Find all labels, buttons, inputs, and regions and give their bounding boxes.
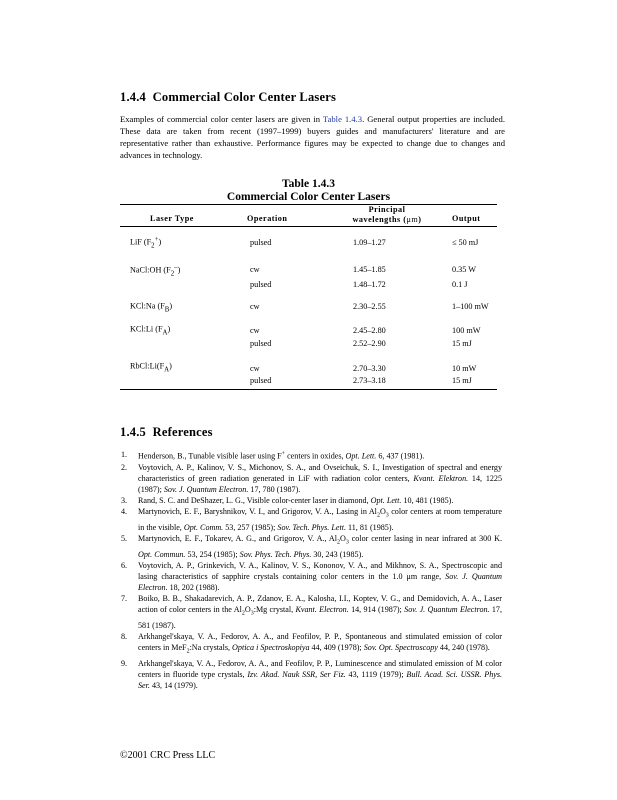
copyright-footer: ©2001 CRC Press LLC [120, 750, 216, 761]
header-wavelength-line2: wavelengths (μm) [352, 215, 422, 224]
output-cell: 15 mJ [452, 376, 472, 385]
table-link[interactable]: Table 1.4.3 [322, 114, 363, 124]
reference-text: O [379, 507, 386, 517]
journal-name: Opt. Lett. [370, 496, 402, 506]
wavelength-cell: 2.30–2.55 [353, 302, 386, 311]
reference-text: :Mg crystal, [253, 605, 296, 615]
reference-item [121, 506, 502, 533]
reference-text: 6, 437 (1981). [376, 451, 425, 461]
section-title: Commercial Color Center Lasers [152, 90, 337, 104]
reference-text: O [339, 533, 346, 543]
operation-cell: cw [250, 265, 260, 274]
reference-text: 43, 14 (1979). [149, 680, 198, 690]
journal-name: Optica i Spectroskopiya [232, 643, 310, 653]
reference-number: 4. [121, 507, 128, 517]
reference-text: centers in oxides, [285, 451, 346, 461]
laser-type-cell: LiF $(F_2^+)$ [130, 236, 162, 250]
superscript: + [281, 451, 286, 457]
output-cell: ≤ 50 mJ [452, 238, 479, 247]
header-operation: Operation [247, 214, 288, 223]
reference-text: 53, 257 (1985); [223, 522, 278, 532]
reference-number: 5. [121, 533, 128, 543]
subscript: 2 [336, 539, 340, 546]
table-top-rule [120, 204, 497, 205]
reference-item [121, 462, 502, 495]
journal-name: Izv. Akad. Nauk SSR, Ser Fiz. [247, 669, 346, 679]
reference-text: 53, 254 (1985); [185, 549, 240, 559]
reference-text: Henderson, B., Tunable visible laser using F [138, 451, 282, 461]
table-number: Table 1.4.3 [282, 178, 335, 190]
reference-item [121, 449, 502, 462]
subscript: 2 [376, 512, 380, 519]
subscript: 3 [385, 512, 389, 519]
section-title: References [152, 425, 213, 439]
section-heading-commercial-lasers [120, 90, 336, 105]
reference-text: 18, 202 (1988). [167, 582, 220, 592]
wavelength-cell: 2.70–3.30 [353, 364, 386, 373]
journal-name: Opt. Comm. [183, 522, 224, 532]
wavelength-cell: 1.45–1.85 [353, 265, 386, 274]
wavelength-cell: 2.45–2.80 [353, 326, 386, 335]
wavelength-cell: 1.09–1.27 [353, 238, 386, 247]
reference-list [121, 449, 502, 691]
laser-type-cell: $RbCl:Li(F_A)$ [130, 361, 172, 374]
reference-text: Voytovich, A. P., Grinkevich, V. A., Kalinov, V. S., Kononov, V. A., and Mikhnov, S. A., Spectroscopic and lasing characteristics of sapphire crystals containing color centers in the 1.0 μm range, [138, 560, 502, 581]
reference-item [121, 631, 502, 658]
subscript: 2 [241, 610, 245, 617]
reference-item [121, 495, 502, 506]
reference-text: O [244, 605, 251, 615]
wavelength-cell: 2.73–3.18 [353, 376, 386, 385]
reference-text: 10, 481 (1985). [401, 496, 454, 506]
operation-cell: cw [250, 364, 260, 373]
laser-type-cell: NaCl:OH $(F_2^-)$ [130, 264, 181, 278]
wavelength-cell: 1.48–1.72 [353, 280, 386, 289]
reference-number: 2. [121, 462, 128, 472]
reference-text: Arkhangel'skaya, V. A., Fedorov, A. A., and Feofilov, P. P., Spontaneous and stimulated emission of color centers in MeF [138, 631, 502, 653]
reference-text: :Na crystals, [189, 643, 233, 653]
reference-text: 11, 81 (1985). [345, 522, 394, 532]
operation-cell: pulsed [250, 238, 272, 247]
reference-item [121, 533, 502, 560]
reference-text: Martynovich, E. F., Baryshnikov, V. I., and Grigorov, V. A., Lasing in Al [138, 507, 377, 517]
intro-paragraph [120, 113, 505, 161]
output-cell: 0.35 W [452, 265, 476, 274]
reference-item [121, 560, 502, 593]
output-cell: 10 mW [452, 364, 477, 373]
reference-number: 7. [121, 594, 128, 604]
reference-text: 30, 243 (1985). [311, 549, 364, 559]
section-number: 1.4.4 [120, 90, 146, 104]
output-cell: 0.1 J [452, 280, 468, 289]
operation-cell: pulsed [250, 280, 272, 289]
subscript: 3 [250, 610, 254, 617]
reference-text: color centers at room temperature in the visible, [138, 507, 502, 532]
output-cell: 15 mJ [452, 339, 472, 348]
reference-item [121, 658, 502, 691]
reference-number: 3. [121, 496, 128, 506]
journal-name: Sov. J. Quantum Electron. [163, 484, 249, 494]
reference-number: 8. [121, 631, 128, 641]
header-wavelength-line1: Principal [368, 205, 406, 214]
reference-text: 44, 409 (1978); [309, 643, 364, 653]
reference-text: 17, 780 (1987). [248, 484, 301, 494]
reference-number: 6. [121, 560, 128, 570]
reference-text: 14, 1225 (1987); [138, 473, 503, 494]
reference-text: Martynovich, E. F., Tokarev, A. G., and Grigorov, V. A., Al [138, 533, 337, 543]
reference-text: 44, 240 (1978). [437, 643, 490, 653]
header-output: Output [452, 214, 481, 223]
operation-cell: pulsed [250, 339, 272, 348]
table-caption: Commercial Color Center Lasers [226, 191, 391, 203]
reference-text: Voytovich, A. P., Kalinov, V. S., Michonov, S. A., and Ovseichuk, S. I., Investigation of spectral and energy characteristics of green radiation generated in LiF with radiation color centers, [138, 462, 502, 483]
reference-text: color center lasing in near infrared at 300 K. [348, 533, 502, 543]
reference-text: Arkhangel'skaya, V. A., Fedorov, A. A., and Feofilov, P. P., Luminescence and stimulated emission of M color centers in fluoride type crystals, [138, 658, 502, 679]
reference-text: 14, 914 (1987); [348, 605, 405, 615]
table-bottom-rule [120, 389, 497, 390]
laser-type-cell: KCl:Na $(F_B)$ [130, 301, 173, 314]
reference-text: 17, 581 (1987). [138, 605, 503, 630]
section-number: 1.4.5 [120, 425, 146, 439]
journal-name: Sov. Opt. Spectroscopy [363, 643, 438, 653]
journal-name: Kvant. Electron. [295, 605, 349, 615]
reference-text: Boiko, B. B., Shakadarevich, A. P., Zdanov, E. A., Kalosha, I.I., Koptev, V. G., and Demidovich, A. A., Laser action of color centers in the Al [138, 594, 502, 615]
intro-text-start: Examples of commercial color center lasers are given in [120, 114, 323, 124]
output-cell: 1–100 mW [452, 302, 489, 311]
reference-number: 9. [121, 658, 128, 668]
subscript: 3 [345, 539, 349, 546]
reference-text: 43, 1119 (1979); [345, 669, 407, 679]
intro-text-end: . General output properties are included. These data are taken from recent (1997–1999) buyers guides and manufacturers' literature and are representative rather than exhaustive. Performance figures may be expected to change due to changes and advances in technology. [120, 114, 505, 160]
journal-name: Bull. Acad. Sci. USSR. Phys. Ser. [138, 669, 503, 690]
operation-cell: pulsed [250, 376, 272, 385]
journal-name: Opt. Commun. [138, 549, 186, 559]
journal-name: Opt. Lett. [345, 451, 377, 461]
journal-name: Sov. Tech. Phys. Lett. [277, 522, 346, 532]
operation-cell: cw [250, 302, 260, 311]
journal-name: Kvant. Elektron. [413, 473, 469, 483]
journal-name: Sov. J. Quantum Electron. [138, 571, 502, 592]
operation-cell: cw [250, 326, 260, 335]
output-cell: 100 mW [452, 326, 481, 335]
section-heading-references [120, 425, 213, 440]
journal-name: Sov. J. Quantum Electron. [404, 605, 490, 615]
table-header-rule [120, 226, 497, 227]
laser-type-cell: KCl:Li $(F_A)$ [130, 324, 171, 337]
journal-name: Sov. Phys. Tech. Phys. [239, 549, 312, 559]
reference-text: Rand, S. C. and DeShazer, L. G., Visible color-center laser in diamond, [138, 496, 371, 506]
reference-number: 1. [121, 450, 128, 459]
reference-item [121, 593, 502, 631]
subscript: 2 [186, 648, 190, 655]
wavelength-cell: 2.52–2.90 [353, 339, 386, 348]
micrometer-unit: μm [406, 215, 419, 224]
header-laser-type: Laser Type [150, 214, 194, 223]
